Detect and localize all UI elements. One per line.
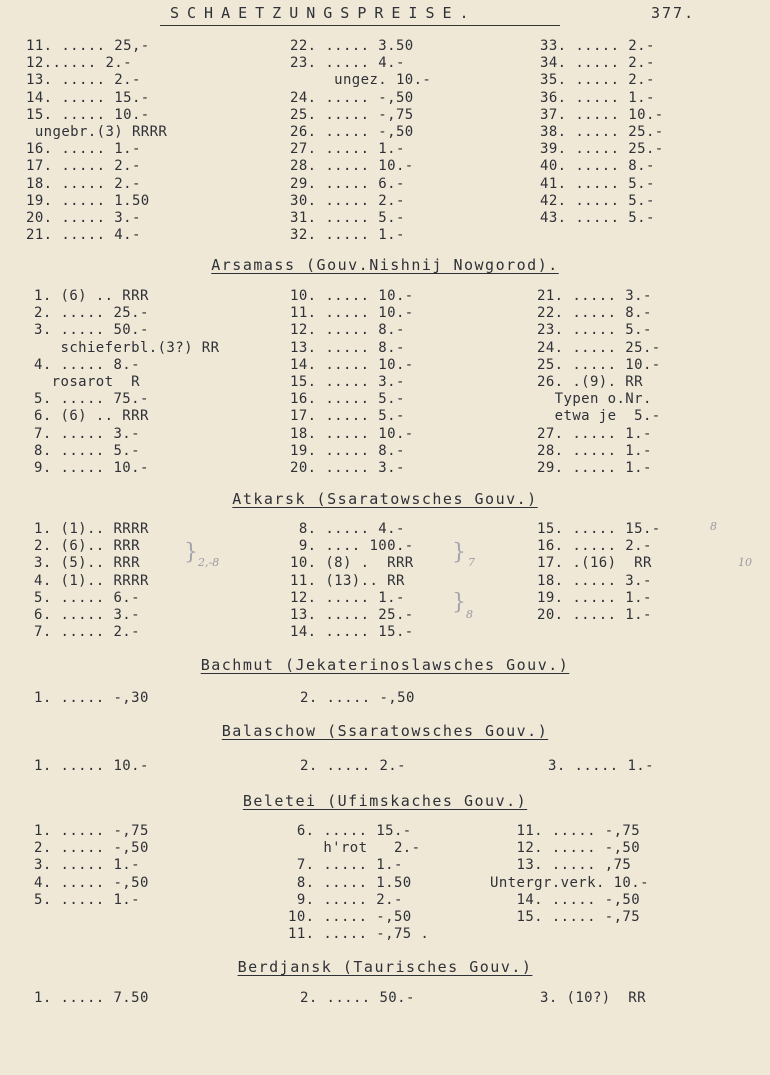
price-entry: 12...... 2.- [26,55,132,72]
section-heading-beletei: Beletei (Ufimskaches Gouv.) [242,792,528,810]
price-entry: 19. ..... 8.- [290,442,405,459]
section-1-col-2 [537,288,661,477]
price-entry: 1. (6) .. RRR [34,288,149,304]
section-3-col-0 [34,690,149,707]
price-entry: 28. ..... 1.- [537,442,652,459]
price-entry: 26. .(9). RR [537,373,643,390]
page-number: 377. [651,4,696,22]
price-entry: 14. ..... -,50 [490,891,641,908]
page-header [0,4,770,28]
price-entry: 4. (1).. RRRR [34,572,149,589]
price-entry: 38. ..... 25.- [540,123,664,140]
price-entry: 8. ..... 5.- [34,442,140,459]
price-entry: 17. ..... 5.- [290,408,405,425]
price-entry: 4. ..... -,50 [34,874,149,891]
price-entry: 6. (6) .. RRR [34,408,149,425]
section-heading-bachmut: Bachmut (Jekaterinoslawsches Gouv.) [200,656,570,674]
price-entry: 26. ..... -,50 [290,123,414,140]
section-4-col-2 [548,758,654,775]
price-entry: 7. ..... 2.- [34,624,140,641]
price-entry: 18. ..... 10.- [290,425,414,442]
price-entry: 2. ..... 50.- [300,990,415,1006]
price-entry: 20. ..... 3.- [26,209,141,226]
price-entry: 19. ..... 1.50 [26,192,150,209]
price-entry: 2. ..... 25.- [34,305,149,322]
price-entry: ungebr.(3) RRRR [26,123,168,140]
section-1-col-0 [34,288,219,477]
price-entry: 18. ..... 2.- [26,175,141,192]
price-entry: 6. ..... 15.- [288,823,412,839]
price-entry: 13. ..... 2.- [26,72,141,89]
section-5-col-2 [490,823,649,926]
price-entry: 23. ..... 4.- [290,55,405,72]
section-6-col-1 [300,990,415,1007]
price-entry: 7. ..... 1.- [288,857,403,874]
price-entry: 10. ..... -,50 [288,908,412,925]
section-5-col-0 [34,823,149,909]
price-entry: 20. ..... 1.- [537,606,652,623]
section-heading-atkarsk: Atkarsk (Ssaratowsches Gouv.) [232,490,538,508]
price-entry: 2. (6).. RRR [34,538,140,555]
price-entry: 24. ..... -,50 [290,89,414,106]
price-entry: 8. ..... 1.50 [288,874,412,891]
price-entry: 41. ..... 5.- [540,175,655,192]
price-entry: 22. ..... 3.50 [290,38,414,54]
price-entry: 5. ..... 75.- [34,391,149,408]
price-entry: 11. (13).. RR [290,572,405,589]
section-5-col-1 [288,823,429,943]
pencil-note: 2,-8 [198,556,220,569]
price-entry: 23. ..... 5.- [537,322,652,339]
price-entry: 1. ..... 7.50 [34,990,149,1006]
price-entry: 14. ..... 15.- [26,89,150,106]
price-entry: 3. ..... 1.- [34,857,140,874]
price-entry: 20. ..... 3.- [290,459,405,476]
price-entry: etwa je 5.- [537,408,661,425]
price-entry: 42. ..... 5.- [540,192,655,209]
section-2-col-1 [290,521,414,641]
price-entry: 31. ..... 5.- [290,209,405,226]
section-6-col-2 [540,990,646,1007]
price-entry: 15. ..... 10.- [26,106,150,123]
price-entry: 15. ..... 3.- [290,373,405,390]
price-entry: 32. ..... 1.- [290,227,405,244]
section-heading-balaschow: Balaschow (Ssaratowsches Gouv.) [221,722,549,740]
pencil-note: 8 [710,520,717,533]
price-entry: 2. ..... -,50 [34,840,149,857]
price-entry: 33. ..... 2.- [540,38,655,54]
price-entry: 6. ..... 3.- [34,606,140,623]
price-entry: 14. ..... 15.- [290,624,414,641]
price-entry: 43. ..... 5.- [540,209,655,226]
section-2-col-2 [537,521,661,624]
price-entry: 2. ..... -,50 [300,690,415,706]
pencil-note: 7 [468,556,475,569]
price-entry: 17. .(16) RR [537,555,652,572]
price-entry: 16. ..... 5.- [290,391,405,408]
price-entry: 11. ..... 10.- [290,305,414,322]
price-entry: schieferbl.(3?) RR [34,339,220,356]
price-entry: 12. ..... 1.- [290,589,405,606]
price-entry: 11. ..... 25,- [26,38,150,54]
price-entry: 13. ..... 25.- [290,606,414,623]
price-entry: 19. ..... 1.- [537,589,652,606]
price-entry: 12. ..... 8.- [290,322,405,339]
price-entry: 35. ..... 2.- [540,72,655,89]
section-heading-berdjansk: Berdjansk (Taurisches Gouv.) [237,958,533,976]
price-entry: 25. ..... 10.- [537,356,661,373]
price-entry: 28. ..... 10.- [290,158,414,175]
price-entry: 13. ..... ,75 [490,857,632,874]
section-4-col-0 [34,758,149,775]
price-entry: 27. ..... 1.- [537,425,652,442]
section-6-col-0 [34,990,149,1007]
price-entry: 1. ..... 10.- [34,758,149,774]
price-entry: 17. ..... 2.- [26,158,141,175]
price-entry: 34. ..... 2.- [540,55,655,72]
section-4-col-1 [300,758,406,775]
price-entry: Untergr.verk. 10.- [490,874,649,891]
price-entry: 1. (1).. RRRR [34,521,149,537]
section-2-col-0 [34,521,149,641]
price-entry: 14. ..... 10.- [290,356,414,373]
price-entry: 10. ..... 10.- [290,288,414,304]
price-entry: 25. ..... -,75 [290,106,414,123]
section-0-col-1 [290,38,431,244]
price-entry: 21. ..... 4.- [26,227,141,244]
price-entry: 10. (8) . RRR [290,555,414,572]
price-entry: 5. ..... 1.- [34,891,140,908]
price-entry: 27. ..... 1.- [290,141,405,158]
price-entry: 9. ..... 2.- [288,891,403,908]
price-entry: 29. ..... 1.- [537,459,652,476]
price-entry: 3. (5).. RRR [34,555,140,572]
price-entry: rosarot R [34,373,140,390]
pencil-brace: } [452,590,466,615]
price-entry: 16. ..... 1.- [26,141,141,158]
price-entry: 8. ..... 4.- [290,521,405,537]
price-entry: h'rot 2.- [288,840,421,857]
section-0-col-0 [26,38,167,244]
price-entry: 22. ..... 8.- [537,305,652,322]
price-entry: 3. ..... 1.- [548,758,654,774]
price-entry: 1. ..... -,30 [34,690,149,706]
price-entry: 7. ..... 3.- [34,425,140,442]
price-entry: 11. ..... -,75 [490,823,641,839]
price-entry: 9. ..... 10.- [34,459,149,476]
price-entry: 15. ..... 15.- [537,521,661,537]
price-entry: 18. ..... 3.- [537,572,652,589]
price-entry: Typen o.Nr. [537,391,652,408]
price-entry: 13. ..... 8.- [290,339,405,356]
price-entry: 3. ..... 50.- [34,322,149,339]
price-entry: ungez. 10.- [290,72,432,89]
price-entry: 3. (10?) RR [540,990,646,1006]
price-entry: 9. .... 100.- [290,538,414,555]
section-heading-arsamass: Arsamass (Gouv.Nishnij Nowgorod). [211,256,559,274]
price-entry: 24. ..... 25.- [537,339,661,356]
pencil-brace: } [184,540,198,565]
section-1-col-1 [290,288,414,477]
price-entry: 39. ..... 25.- [540,141,664,158]
price-entry: 4. ..... 8.- [34,356,140,373]
price-entry: 21. ..... 3.- [537,288,652,304]
price-entry: 40. ..... 8.- [540,158,655,175]
title-underline [160,25,560,26]
section-3-col-1 [300,690,415,707]
price-entry: 15. ..... -,75 [490,908,641,925]
section-0-col-2 [540,38,664,227]
price-entry: 29. ..... 6.- [290,175,405,192]
pencil-note: 10 [738,556,752,569]
price-entry: 11. ..... -,75 . [288,926,430,943]
price-entry: 30. ..... 2.- [290,192,405,209]
price-entry: 36. ..... 1.- [540,89,655,106]
page-title: SCHAETZUNGSPREISE. [170,4,477,22]
pencil-note: 8 [466,608,473,621]
price-entry: 1. ..... -,75 [34,823,149,839]
price-entry: 37. ..... 10.- [540,106,664,123]
pencil-brace: } [452,540,466,565]
price-entry: 16. ..... 2.- [537,538,652,555]
price-entry: 12. ..... -,50 [490,840,641,857]
price-entry: 2. ..... 2.- [300,758,406,774]
price-entry: 5. ..... 6.- [34,589,140,606]
